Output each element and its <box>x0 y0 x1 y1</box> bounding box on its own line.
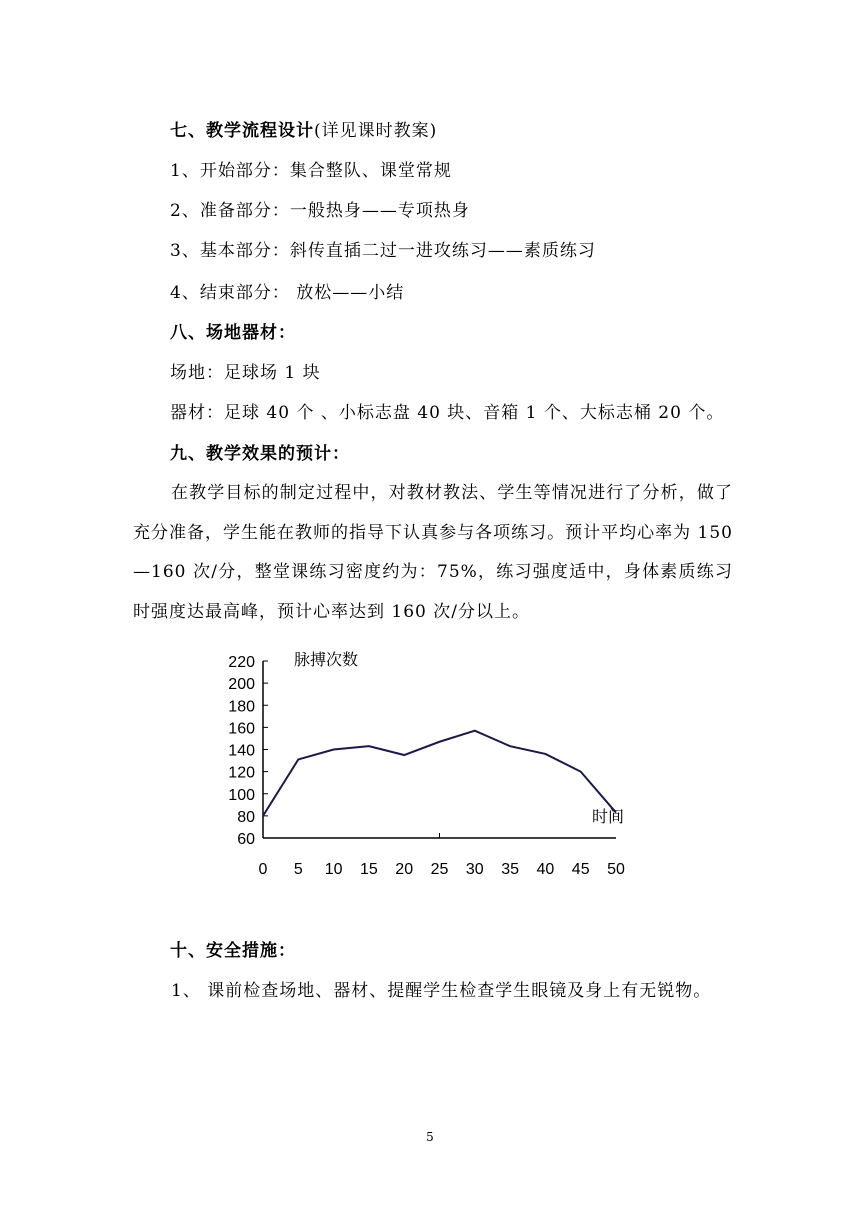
section9-title: 九、教学效果的预计： <box>170 444 350 464</box>
x-tick-label: 45 <box>571 861 590 878</box>
flow-item-3: 3、基本部分：斜传直插二过一进攻练习——素质练习 <box>170 241 596 261</box>
venue-line: 场地：足球场 1 块 <box>170 363 321 383</box>
heart-rate-chart <box>220 645 640 885</box>
equipment-line: 器材：足球 40 个 、小标志盘 40 块、音箱 1 个、大标志桶 20 个。 <box>170 403 725 423</box>
x-axis-label: 时间 <box>592 809 625 826</box>
section7-note: (详见课时教案) <box>314 121 438 141</box>
x-tick-label: 15 <box>360 861 378 878</box>
x-tick-label: 0 <box>258 861 268 878</box>
y-tick-label: 60 <box>237 831 255 848</box>
x-tick-label: 10 <box>324 861 343 878</box>
section7-title: 七、教学流程设计 <box>170 121 314 141</box>
safety-item-1: 1、 课前检查场地、器材、提醒学生检查学生眼镜及身上有无锐物。 <box>171 981 712 1001</box>
x-tick-label: 20 <box>395 861 414 878</box>
flow-item-1: 1、开始部分：集合整队、课堂常规 <box>170 161 452 181</box>
section8-title: 八、场地器材： <box>170 323 296 343</box>
x-tick-label: 25 <box>430 861 449 878</box>
y-tick-label: 160 <box>228 720 255 738</box>
page-number: 5 <box>426 1130 434 1144</box>
flow-item-4: 4、结束部分： 放松——小结 <box>170 283 405 303</box>
x-tick-label: 50 <box>607 861 625 878</box>
y-tick-label: 140 <box>228 742 255 760</box>
x-tick-label: 30 <box>465 861 484 878</box>
x-tick-label: 5 <box>293 861 303 878</box>
x-tick-label: 35 <box>501 861 519 878</box>
y-tick-label: 180 <box>228 698 255 716</box>
flow-item-2: 2、准备部分：一般热身——专项热身 <box>170 201 470 221</box>
section7-heading <box>170 120 437 142</box>
x-tick-labels <box>259 861 625 878</box>
y-tick-label: 220 <box>228 654 255 671</box>
y-tick-label: 120 <box>228 764 255 782</box>
y-tick-labels <box>228 654 255 848</box>
y-tick-label: 200 <box>228 676 255 694</box>
x-axis <box>263 833 616 838</box>
x-tick-label: 40 <box>536 861 555 878</box>
heart-rate-line <box>263 731 616 816</box>
y-tick-label: 80 <box>237 808 255 826</box>
effect-paragraph: 在教学目标的制定过程中，对教材教法、学生等情况进行了分析，做了充分准备，学生能在教师的指导下认真参与各项练习。预计平均心率为 150—160 次/分，整堂课练习密度约为：75%，练习强度适中，身体素质练习时强度达最高峰，预计心率达到 160 次/分以上。 <box>133 483 733 622</box>
section10-title: 十、安全措施： <box>170 941 296 961</box>
y-axis-label: 脉搏次数 <box>294 652 359 669</box>
y-tick-label: 100 <box>228 786 255 804</box>
